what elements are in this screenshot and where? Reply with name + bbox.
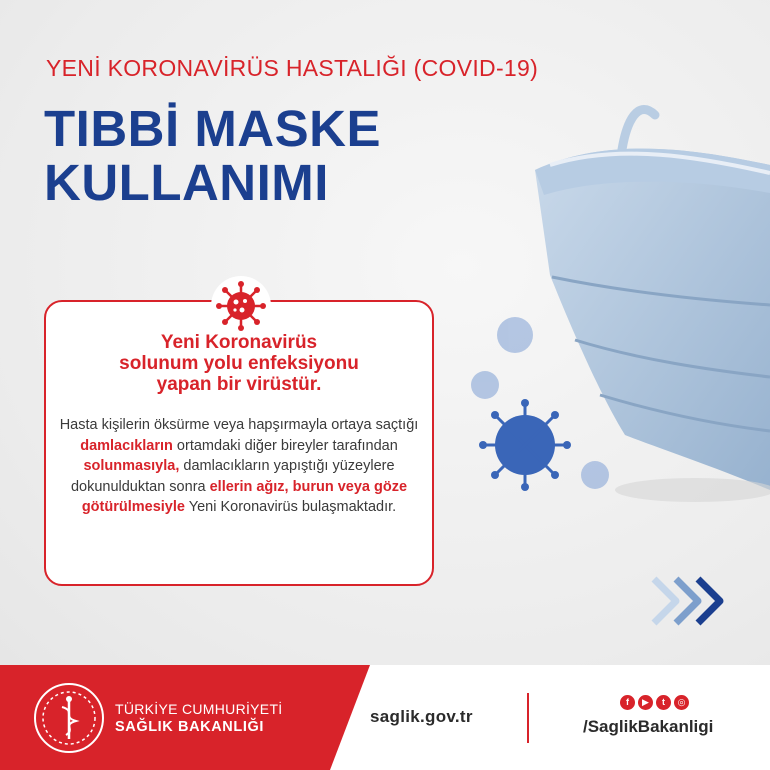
facebook-icon[interactable]: f <box>620 695 635 710</box>
page-subtitle: YENİ KORONAVİRÜS HASTALIĞI (COVID-19) <box>46 55 539 81</box>
title-line-1: TIBBİ MASKE <box>44 100 381 157</box>
body-segment: ortamdaki diğer bireyler tarafından <box>172 437 398 454</box>
footer <box>0 665 770 770</box>
body-highlight: damlacıkların <box>80 437 173 454</box>
card-heading-line-2: solunum yolu enfeksiyonu <box>119 353 359 374</box>
body-segment: damlacıkların yapıştığı yüzeylere dokunulduktan sonra <box>70 458 395 495</box>
body-segment: Hasta kişilerin öksürme veya hapşırmayla ortaya saçtığı <box>59 417 419 433</box>
card-body-text <box>58 415 420 518</box>
ministry-name-line-2: SAĞLIK BAKANLIĞI <box>115 719 264 735</box>
footer-divider <box>527 693 529 743</box>
social-icons <box>620 695 692 711</box>
chevron-right-icon <box>650 575 732 627</box>
body-highlight: solunmasıyla, <box>83 458 180 474</box>
body-highlight: ellerin ağız, burun veya göze götürülmesiyle <box>81 478 408 515</box>
virus-icon <box>211 276 271 336</box>
virus-illustration <box>455 300 635 510</box>
website-link[interactable]: saglik.gov.tr <box>370 707 473 726</box>
ministry-emblem-icon <box>32 681 106 755</box>
social-handle[interactable]: /SaglikBakanligi <box>583 717 714 736</box>
instagram-icon[interactable]: ◎ <box>674 695 689 710</box>
card-heading-line-3: yapan bir virüstür. <box>156 374 322 395</box>
twitter-icon[interactable]: t <box>656 695 671 710</box>
info-card <box>44 300 434 586</box>
card-heading <box>46 332 432 395</box>
card-heading-line-1: Yeni Koronavirüs <box>160 332 318 353</box>
page-title <box>44 102 464 210</box>
body-segment: Yeni Koronavirüs bulaşmaktadır. <box>184 499 397 515</box>
title-line-2: KULLANIMI <box>44 154 329 211</box>
ministry-name-line-1: TÜRKİYE CUMHURİYETİ <box>115 701 283 717</box>
ministry-name <box>115 701 283 736</box>
youtube-icon[interactable]: ▶ <box>638 695 653 710</box>
